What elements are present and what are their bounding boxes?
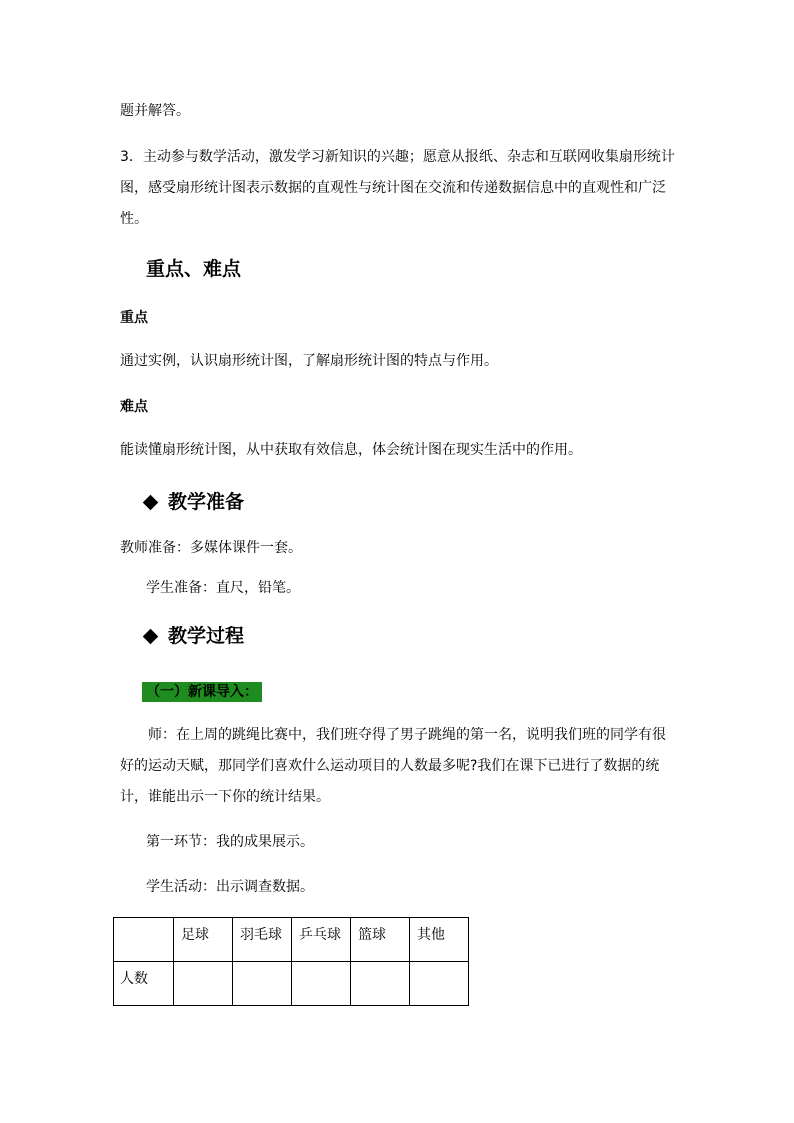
objective-item-3: 3．主动参与数学活动，激发学习新知识的兴趣；愿意从报纸、杂志和互联网收集扇形统计图，感受扇形统计图表示数据的直观性与统计图在交流和传递数据信息中的直观性和广泛性。 xyxy=(120,149,675,227)
teacher-preparation: 教师准备：多媒体课件一套。 xyxy=(120,540,302,556)
step-one-text: 第一环节：我的成果展示。 xyxy=(146,834,314,850)
difficulty-title: 难点 xyxy=(120,399,148,415)
focus-text: 通过实例，认识扇形统计图，了解扇形统计图的特点与作用。 xyxy=(120,353,498,369)
table-row xyxy=(114,962,469,1006)
preparation-heading-text: 教学准备 xyxy=(168,491,245,513)
student-activity-text: 学生活动：出示调查数据。 xyxy=(146,879,314,895)
table-cell xyxy=(351,962,410,1006)
table-header-cell: 羽毛球 xyxy=(233,918,292,962)
table-cell xyxy=(410,962,469,1006)
survey-table xyxy=(113,917,469,1006)
focus-title: 重点 xyxy=(120,310,148,326)
preparation-heading xyxy=(143,489,244,515)
table-header-row xyxy=(114,918,469,962)
key-points-heading: 重点、难点 xyxy=(146,258,242,280)
diamond-bullet-icon xyxy=(143,494,159,510)
process-heading-text: 教学过程 xyxy=(168,625,245,647)
table-header-cell: 足球 xyxy=(174,918,233,962)
table-cell xyxy=(292,962,351,1006)
process-heading xyxy=(143,623,244,649)
diamond-bullet-icon xyxy=(143,628,159,644)
intro-tail-text: 题并解答。 xyxy=(120,103,190,119)
table-row-label: 人数 xyxy=(114,962,174,1006)
teacher-talk: 师：在上周的跳绳比赛中，我们班夺得了男子跳绳的第一名，说明我们班的同学有很好的运动天赋，那同学们喜欢什么运动项目的人数最多呢?我们在课下已进行了数据的统计，谁能出示一下你的统计结果。 xyxy=(120,727,666,805)
table-header-cell: 其他 xyxy=(410,918,469,962)
difficulty-text: 能读懂扇形统计图，从中获取有效信息，体会统计图在现实生活中的作用。 xyxy=(120,442,582,458)
table-cell xyxy=(233,962,292,1006)
table-header-cell: 篮球 xyxy=(351,918,410,962)
table-cell xyxy=(174,962,233,1006)
section-intro-label: （一）新课导入： xyxy=(142,682,262,702)
table-header-cell xyxy=(114,918,174,962)
table-header-cell: 乒乓球 xyxy=(292,918,351,962)
student-preparation: 学生准备：直尺，铅笔。 xyxy=(146,580,300,596)
